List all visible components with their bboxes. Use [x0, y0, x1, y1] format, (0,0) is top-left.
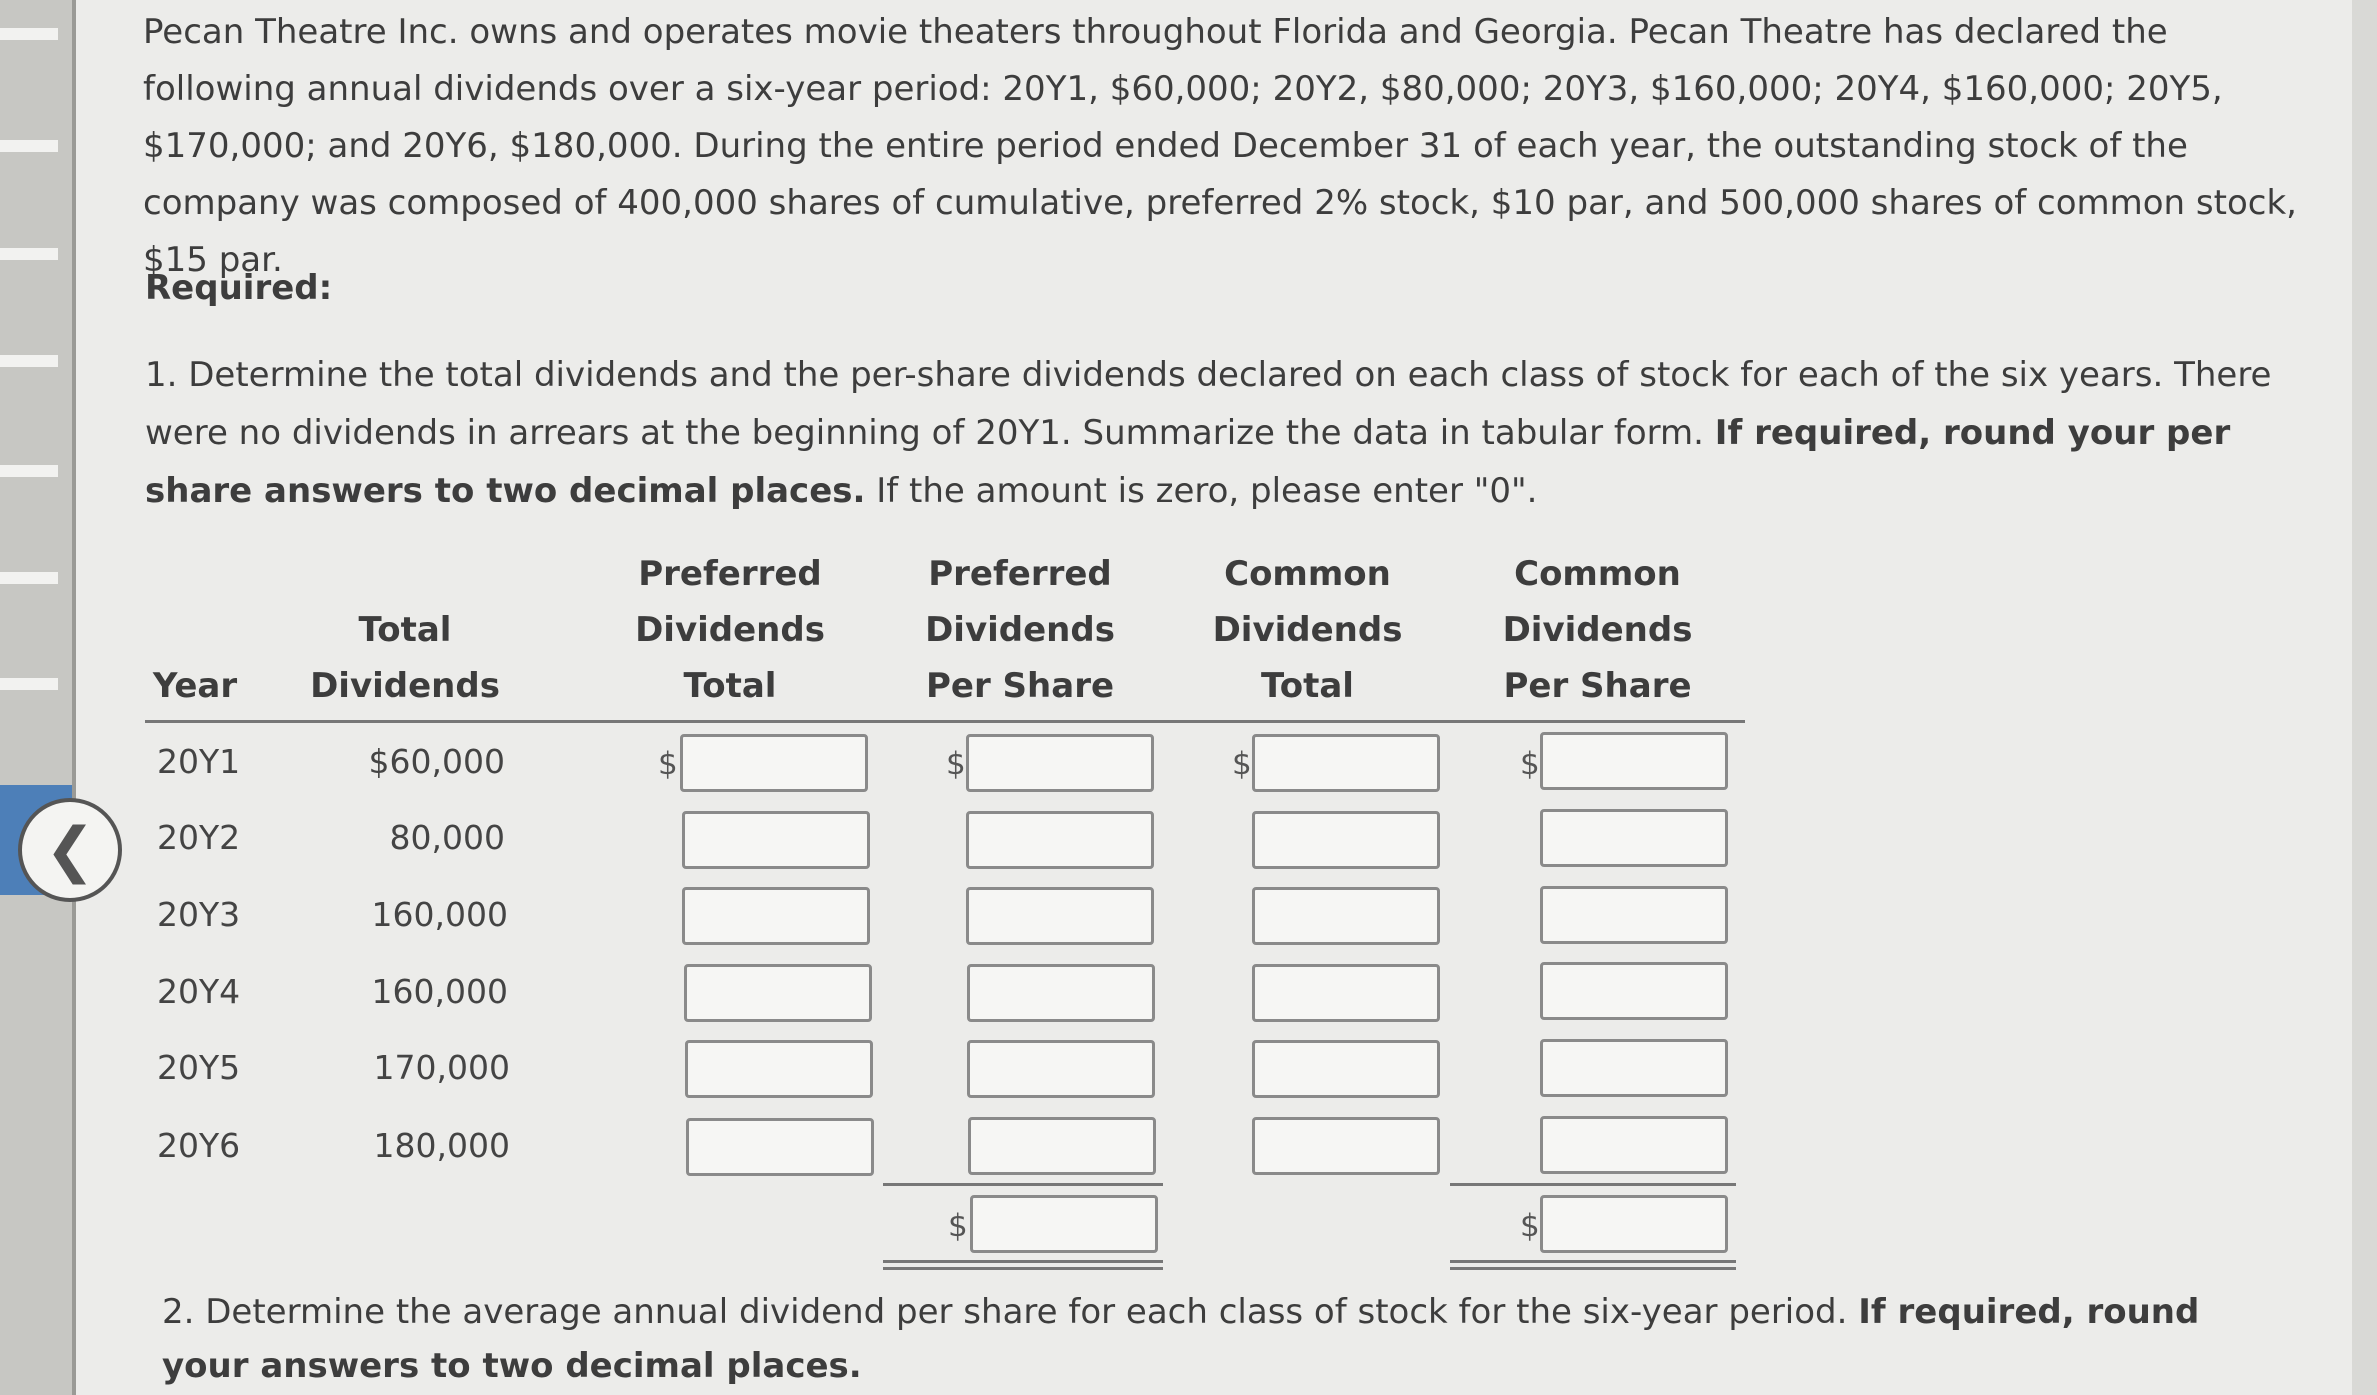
double-underline — [883, 1260, 1163, 1263]
row-year: 20Y5 — [157, 1048, 241, 1087]
dollar-sign: $ — [948, 1208, 968, 1244]
row-total: 80,000 — [389, 818, 505, 857]
preferred-per-share-input-20y1[interactable] — [966, 734, 1154, 792]
common-total-input-20y3[interactable] — [1252, 887, 1440, 945]
preferred-per-share-input-20y3[interactable] — [966, 887, 1154, 945]
preferred-total-input-20y4[interactable] — [684, 964, 872, 1022]
sidebar-marker — [0, 678, 58, 690]
common-per-share-total-input[interactable] — [1540, 1195, 1728, 1253]
header-preferred-per-share: Preferred Dividends Per Share — [925, 554, 1115, 706]
dollar-sign: $ — [1520, 746, 1540, 782]
preferred-per-share-total-input[interactable] — [970, 1195, 1158, 1253]
preferred-per-share-input-20y2[interactable] — [966, 811, 1154, 869]
preferred-per-share-input-20y6[interactable] — [968, 1117, 1156, 1175]
dollar-sign: $ — [658, 746, 678, 782]
left-sidebar — [0, 0, 76, 1395]
row-total: 180,000 — [373, 1126, 510, 1165]
common-per-share-input-20y6[interactable] — [1540, 1116, 1728, 1174]
row-total: 160,000 — [371, 895, 508, 934]
preferred-total-input-20y2[interactable] — [682, 811, 870, 869]
common-per-share-input-20y2[interactable] — [1540, 809, 1728, 867]
sidebar-marker — [0, 465, 58, 477]
row-year: 20Y4 — [157, 972, 241, 1011]
dollar-sign: $ — [1232, 746, 1252, 782]
sidebar-marker — [0, 355, 58, 367]
header-year: Year — [152, 666, 238, 706]
sidebar-marker — [0, 248, 58, 260]
common-per-share-input-20y1[interactable] — [1540, 732, 1728, 790]
row-total: 160,000 — [371, 972, 508, 1011]
question-1-text: 1. Determine the total dividends and the per-share dividends declared on each class of stock for each of the six years. There were no dividends in arrears at the beginning of 20Y1. Summarize the data in tabular form. — [145, 355, 2272, 453]
sum-divider — [1450, 1183, 1736, 1186]
question-2-instruction: If required, round your answers to two decimal places. — [162, 1292, 2200, 1386]
header-total-dividends: Total Dividends — [310, 610, 500, 706]
sidebar-marker — [0, 572, 58, 584]
preferred-per-share-input-20y4[interactable] — [967, 964, 1155, 1022]
problem-intro: Pecan Theatre Inc. owns and operates movie theaters throughout Florida and Georgia. Pecan Theatre has declared the following annual dividends over a six-year period: 20Y1, $60,000; 20Y2, $80,000; 20Y3, $160,000; 20Y4, $160,000; 20Y5, $170,000; and 20Y6, $180,000. During the entire period ended December 31 of each year, the outstanding stock of the company was composed of 400,000 shares of cumulative, preferred 2% stock, $10 par, and 500,000 shares of common stock, $15 par. — [143, 12, 2297, 280]
common-per-share-input-20y5[interactable] — [1540, 1039, 1728, 1097]
common-total-input-20y6[interactable] — [1252, 1117, 1440, 1175]
header-divider — [145, 720, 1745, 723]
dollar-sign: $ — [946, 746, 966, 782]
question-2-text: 2. Determine the average annual dividend per share for each class of stock for the six-year period. — [162, 1292, 1859, 1332]
question-1-tail: If the amount is zero, please enter "0". — [865, 471, 1538, 511]
row-year: 20Y1 — [157, 742, 241, 781]
required-label: Required: — [145, 268, 333, 308]
row-total: $60,000 — [368, 742, 505, 781]
row-total: 170,000 — [373, 1048, 510, 1087]
preferred-total-input-20y5[interactable] — [685, 1040, 873, 1098]
back-button[interactable] — [18, 798, 122, 902]
row-year: 20Y2 — [157, 818, 241, 857]
double-underline — [1450, 1267, 1736, 1270]
preferred-total-input-20y6[interactable] — [686, 1118, 874, 1176]
common-total-input-20y2[interactable] — [1252, 811, 1440, 869]
common-total-input-20y1[interactable] — [1252, 734, 1440, 792]
question-1-instruction: If required, round your per share answers to two decimal places. — [145, 413, 2231, 511]
common-total-input-20y4[interactable] — [1252, 964, 1440, 1022]
common-total-input-20y5[interactable] — [1252, 1040, 1440, 1098]
common-per-share-input-20y4[interactable] — [1540, 962, 1728, 1020]
preferred-per-share-input-20y5[interactable] — [967, 1040, 1155, 1098]
chevron-left-icon: ❮ — [44, 815, 96, 885]
dollar-sign: $ — [1520, 1208, 1540, 1244]
question-1 — [145, 346, 2335, 520]
header-common-per-share: Common Dividends Per Share — [1502, 554, 1693, 706]
preferred-total-input-20y3[interactable] — [682, 887, 870, 945]
sidebar-marker — [0, 140, 58, 152]
preferred-total-input-20y1[interactable] — [680, 734, 868, 792]
header-common-total: Common Dividends Total — [1212, 554, 1403, 706]
row-year: 20Y3 — [157, 895, 241, 934]
double-underline — [883, 1267, 1163, 1270]
header-preferred-total: Preferred Dividends Total — [635, 554, 825, 706]
double-underline — [1450, 1260, 1736, 1263]
row-year: 20Y6 — [157, 1126, 241, 1165]
sum-divider — [883, 1183, 1163, 1186]
sidebar-marker — [0, 28, 58, 40]
common-per-share-input-20y3[interactable] — [1540, 886, 1728, 944]
question-2 — [162, 1285, 2262, 1393]
